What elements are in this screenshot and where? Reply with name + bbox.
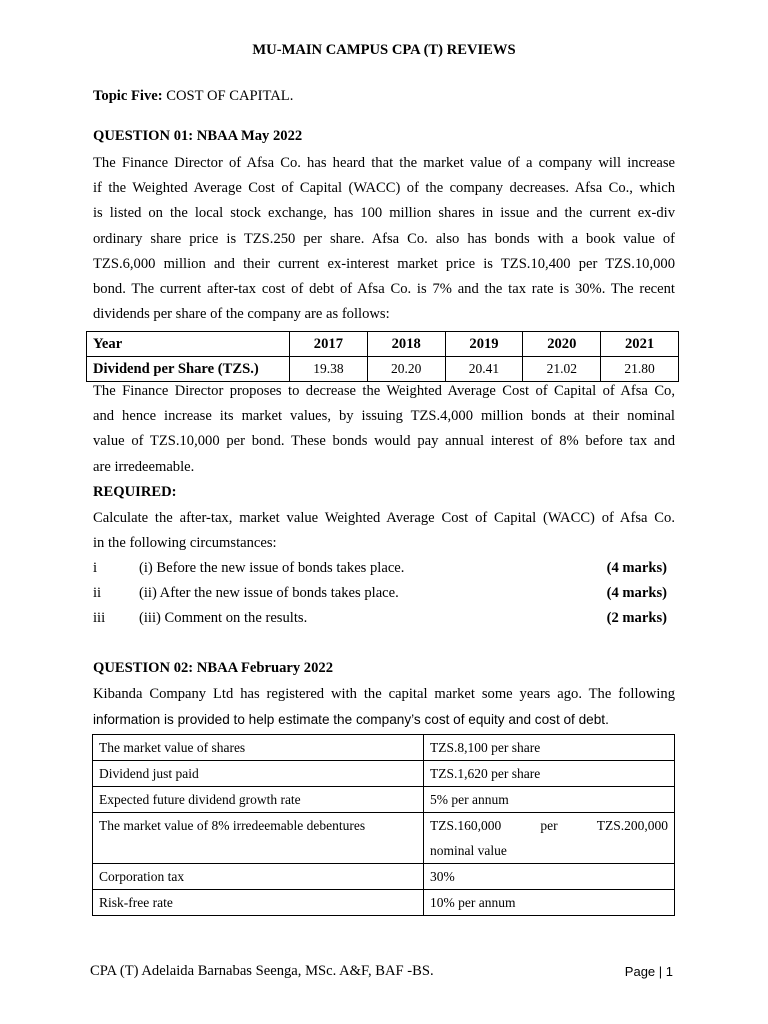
debenture-nominal-label: nominal value <box>430 843 507 858</box>
question-1-heading: QUESTION 01: NBAA May 2022 <box>93 128 303 144</box>
topic-value: COST OF CAPITAL. <box>166 88 294 104</box>
company-data-table <box>92 734 675 916</box>
table-cell: Expected future dividend growth rate <box>93 787 424 813</box>
table-cell: Corporation tax <box>93 864 424 890</box>
debenture-value-line <box>430 813 668 838</box>
table-cell: The market value of 8% irredeemable debentures <box>93 813 424 864</box>
table-cell: 21.02 <box>523 357 601 382</box>
debenture-per: per <box>540 818 558 833</box>
table-cell: The market value of shares <box>93 735 424 761</box>
topic-label: Topic Five: <box>93 88 163 104</box>
item-text: (ii) After the new issue of bonds takes place. <box>139 585 399 601</box>
debenture-amount: TZS.160,000 <box>430 818 502 833</box>
table-cell: 30% <box>424 864 675 890</box>
table-header-cell: Year <box>87 332 290 357</box>
table-header-cell: 2020 <box>523 332 601 357</box>
table-cell: 19.38 <box>290 357 368 382</box>
table-cell <box>424 813 675 864</box>
topic-line <box>93 88 293 105</box>
table-cell: 10% per annum <box>424 890 675 916</box>
table-header-row <box>87 332 679 357</box>
proposal-line: are irredeemable. <box>93 458 195 475</box>
table-row <box>87 357 679 382</box>
table-cell: TZS.8,100 per share <box>424 735 675 761</box>
table-header-cell: 2018 <box>367 332 445 357</box>
question-1-proposal <box>93 379 675 480</box>
intro-line: bond. The current after-tax cost of debt of Afsa Co. is 7% and the tax rate is 30%. The recent <box>93 280 675 297</box>
table-cell: Risk-free rate <box>93 890 424 916</box>
table-cell: 20.41 <box>445 357 523 382</box>
table-row <box>93 761 675 787</box>
table-cell: 20.20 <box>367 357 445 382</box>
dividend-table <box>86 331 679 382</box>
item-number: i <box>93 560 98 576</box>
table-cell: 21.80 <box>601 357 679 382</box>
intro-line: if the Weighted Average Cost of Capital (WACC) of the company decreases. Afsa Co., which <box>93 180 675 197</box>
item-marks: (4 marks) <box>606 585 667 601</box>
intro-line: Kibanda Company Ltd has registered with the capital market some years ago. The following <box>93 686 675 702</box>
question-1-intro <box>93 151 675 327</box>
required-label: REQUIRED: <box>93 484 177 500</box>
document-title: MU-MAIN CAMPUS CPA (T) REVIEWS <box>252 42 516 58</box>
item-text: (i) Before the new issue of bonds takes place. <box>139 560 405 576</box>
table-header-cell: 2017 <box>290 332 368 357</box>
required-text <box>93 506 675 556</box>
intro-line: ordinary share price is TZS.250 per share. Afsa Co. also has bonds with a book value of <box>93 230 675 247</box>
intro-line: TZS.6,000 million and their current ex-interest market price is TZS.10,400 per TZS.10,000 <box>93 255 675 272</box>
table-header-cell: 2019 <box>445 332 523 357</box>
question-2-intro <box>93 682 675 732</box>
table-row <box>93 813 675 864</box>
proposal-line: and hence increase its market values, by issuing TZS.4,000 million bonds at their nominal <box>93 408 675 425</box>
required-line: in the following circumstances: <box>93 535 277 552</box>
intro-line: information is provided to help estimate the company’s cost of equity and cost of debt. <box>93 712 609 728</box>
proposal-line: value of TZS.10,000 per bond. These bonds would pay annual interest of 8% before tax and <box>93 433 675 450</box>
question-2-heading: QUESTION 02: NBAA February 2022 <box>93 660 333 676</box>
table-row <box>93 735 675 761</box>
table-cell: TZS.1,620 per share <box>424 761 675 787</box>
proposal-line: The Finance Director proposes to decrease the Weighted Average Cost of Capital of Afsa Co, <box>93 383 675 399</box>
item-text: (iii) Comment on the results. <box>139 610 308 626</box>
intro-line: dividends per share of the company are as follows: <box>93 306 390 323</box>
table-cell: Dividend just paid <box>93 761 424 787</box>
required-line: Calculate the after-tax, market value Weighted Average Cost of Capital (WACC) of Afsa Co. <box>93 510 675 526</box>
footer-author: CPA (T) Adelaida Barnabas Seenga, MSc. A&F, BAF -BS. <box>90 963 434 979</box>
table-row <box>93 890 675 916</box>
table-cell: 5% per annum <box>424 787 675 813</box>
item-number: iii <box>93 610 106 626</box>
item-number: ii <box>93 585 102 601</box>
table-cell: Dividend per Share (TZS.) <box>87 357 290 382</box>
table-row <box>93 864 675 890</box>
item-marks: (4 marks) <box>606 560 667 576</box>
table-header-cell: 2021 <box>601 332 679 357</box>
intro-line: is listed on the local stock exchange, has 100 million shares in issue and the current ex-div <box>93 205 675 222</box>
item-marks: (2 marks) <box>606 610 667 626</box>
intro-line: The Finance Director of Afsa Co. has heard that the market value of a company will increase <box>93 155 675 171</box>
page-number: Page | 1 <box>624 964 673 979</box>
table-row <box>93 787 675 813</box>
debenture-nominal: TZS.200,000 <box>596 818 668 833</box>
